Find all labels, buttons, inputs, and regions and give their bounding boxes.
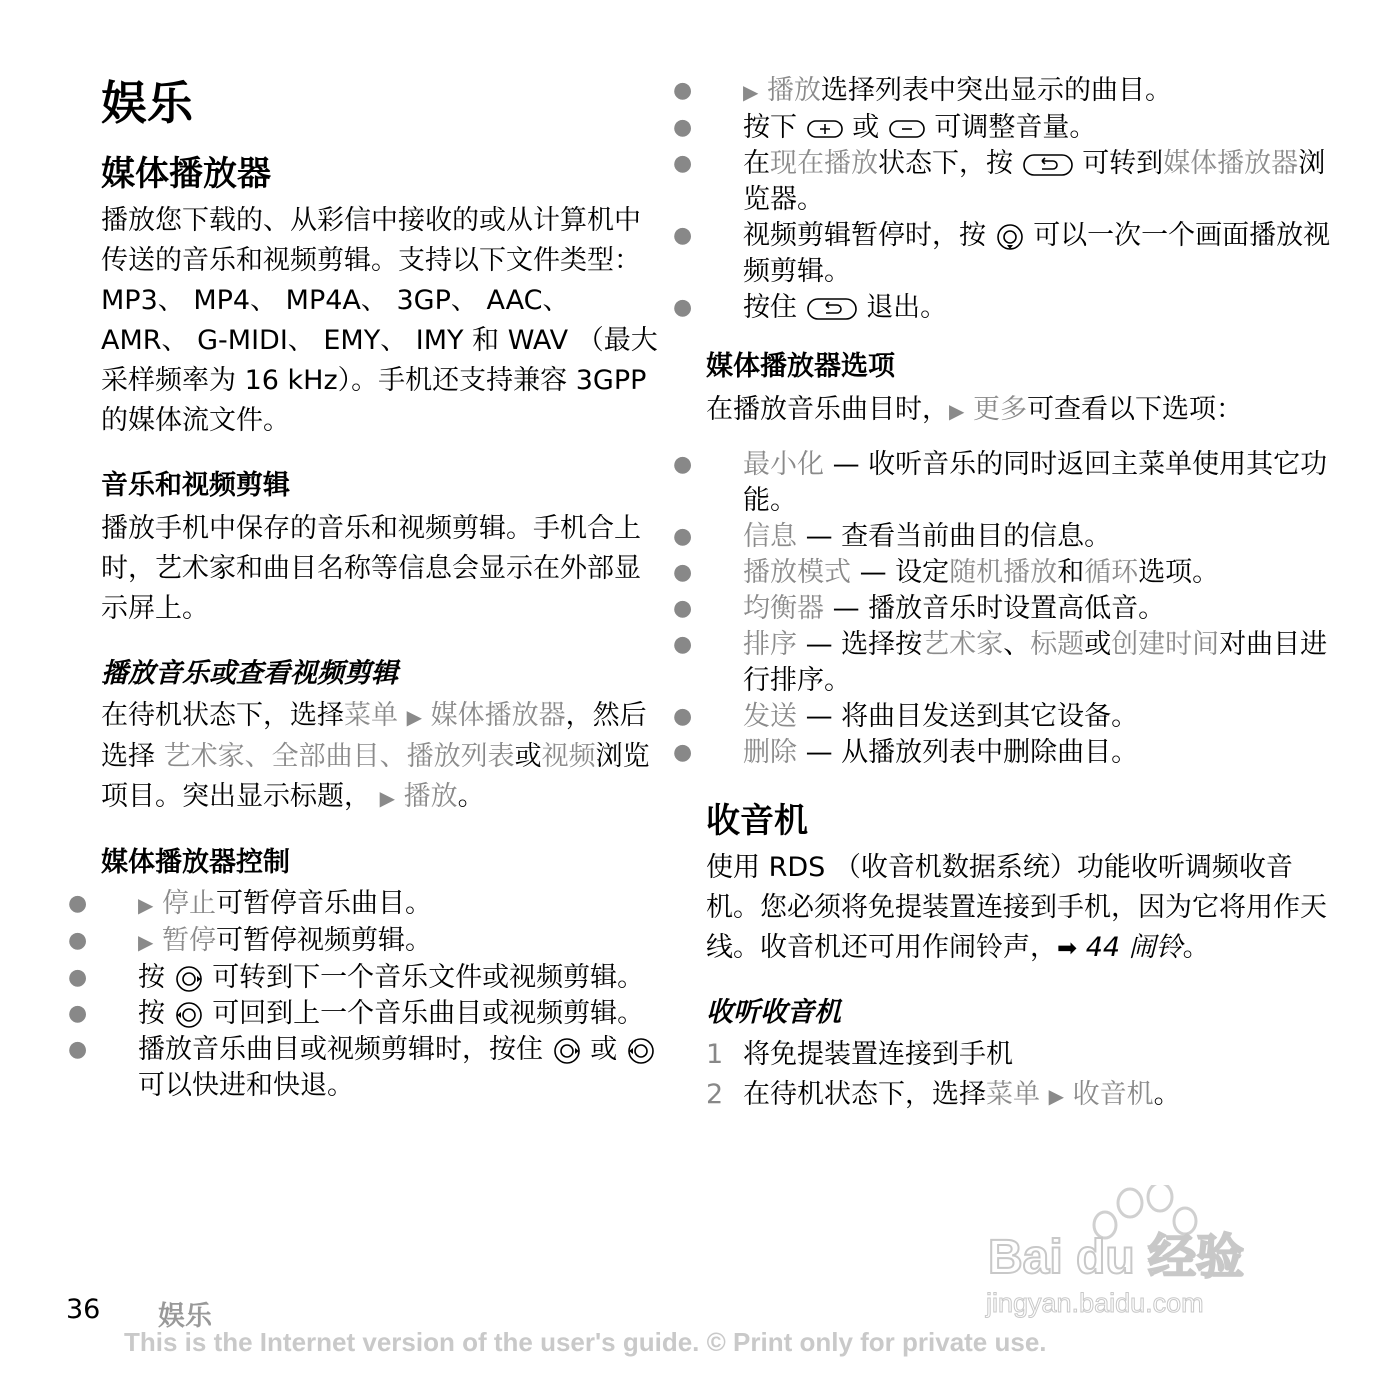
radio-body: 使用 RDS （收音机数据系统）功能收听调频收音机。您必须将免提装置连接到手机，因为它将用作天线。收音机还可用作闹铃声，➡ 44 闹铃。 [706,851,1327,963]
list-item: ● 按下 或 可调整音量。 [673,112,1097,143]
nav-right-key-icon [174,964,204,994]
menu-link: 菜单 [344,700,398,732]
footer-note: This is the Internet version of the user's guide. © Print only for private use. [124,1327,1047,1357]
options-list [673,447,1346,771]
volume-down-key-icon [888,118,926,140]
play-link: 播放 [403,781,458,813]
right-column [673,73,1346,1116]
media-player-body: 播放您下载的、从彩信中接收的或从计算机中传送的音乐和视频剪辑。支持以下文件类型：MP3、 MP4、 MP4A、 3GP、 AAC、 AMR、 G-MIDI、 EMY、 IMY 和 WAV （最大采样频率为 16 kHz）。手机还支持兼容 3GPP 的媒体流文件。 [101,204,658,436]
back-key-icon [1022,152,1074,178]
list-item: ● 删除 — 从播放列表中删除曲目。 [673,736,1139,768]
watermark-text: Bai du 经验 [988,1231,1245,1284]
step-item: 2 在待机状态下，选择菜单 ▶ 收音机。 [706,1079,1181,1111]
arrow-right-icon: ▶ [138,930,154,955]
arrow-right-icon: ▶ [1048,1084,1064,1109]
list-item: ● 最小化 — 收听音乐的同时返回主菜单使用其它功能。 [673,448,1328,516]
listen-radio-title: 收听收音机 [706,996,841,1028]
nav-left-key-icon [626,1036,656,1066]
controls-list [68,886,661,1104]
list-item: ● 播放模式 — 设定随机播放和循环选项。 [673,556,1220,588]
list-item: ● 按住 退出。 [673,292,948,323]
artist-link: 艺术家 [163,741,245,773]
list-item: ● ▶ 停止可暂停音乐曲目。 [68,888,432,920]
list-item: ● 信息 — 查看当前曲目的信息。 [673,520,1112,552]
playlist-link: 播放列表 [406,741,515,773]
list-item: ● 排序 — 选择按艺术家、标题或创建时间对曲目进行排序。 [673,628,1328,696]
media-player-title: 媒体播放器 [101,154,271,194]
list-item: ● ▶ 播放选择列表中突出显示的曲目。 [673,75,1172,106]
music-video-title: 音乐和视频剪辑 [101,469,290,501]
options-intro: 在播放音乐曲目时，▶ 更多可查看以下选项： [706,393,1243,425]
page-number: 36 [66,1294,101,1325]
list-item: ● 均衡器 — 播放音乐时设置高低音。 [673,592,1166,624]
list-item: ● 视频剪辑暂停时，按 可以一次一个画面播放视频剪辑。 [673,220,1331,287]
all-tracks-link: 全部曲目 [271,741,380,773]
play-music-body: 在待机状态下，选择菜单 ▶ 媒体播放器，然后选择 艺术家、全部曲目、播放列表或视频浏览项目。突出显示标题， ▶ 播放。 [101,700,650,813]
radio-steps [706,1035,1346,1116]
video-link: 视频 [541,741,596,773]
controls-title: 媒体播放器控制 [101,847,290,879]
back-key-icon [806,296,858,322]
left-column [68,60,661,1104]
arrow-right-icon: ▶ [949,398,965,423]
watermark-url: jingyan.baidu.com [986,1288,1204,1318]
list-item: ● 按 可回到上一个音乐曲目或视频剪辑。 [68,998,645,1030]
reference-arrow-icon: ➡ [1057,933,1078,962]
list-item: ● 发送 — 将曲目发送到其它设备。 [673,700,1139,732]
music-video-body: 播放手机中保存的音乐和视频剪辑。手机合上时，艺术家和曲目名称等信息会显示在外部显示屏上。 [101,512,641,624]
media-player-link: 媒体播放器 [430,700,566,732]
volume-up-key-icon [806,118,844,140]
arrow-right-icon: ▶ [379,786,395,811]
step-item: 1 将免提装置连接到手机 [706,1039,1013,1071]
nav-right-key-icon [552,1036,582,1066]
alarm-reference-link[interactable]: 44 闹铃 [1085,931,1183,963]
playback-list [673,73,1346,326]
arrow-right-icon: ▶ [138,893,154,918]
radio-title: 收音机 [706,800,808,841]
arrow-right-icon: ▶ [743,80,759,104]
list-item: ● ▶ 暂停可暂停视频剪辑。 [68,925,432,957]
footer-section: 娱乐 [158,1301,212,1332]
nav-left-key-icon [174,1000,204,1030]
options-title: 媒体播放器选项 [706,351,895,382]
play-music-title: 播放音乐或查看视频剪辑 [101,657,398,689]
list-item: ● 在现在播放状态下，按 可转到媒体播放器浏览器。 [673,148,1326,215]
arrow-right-icon: ▶ [406,705,422,730]
chapter-title: 娱乐 [101,76,193,130]
list-item: ● 播放音乐曲目或视频剪辑时，按住 或 可以快进和快退。 [101,1032,661,1104]
nav-down-key-icon [995,222,1025,252]
list-item: ● 按 可转到下一个音乐文件或视频剪辑。 [68,962,645,994]
